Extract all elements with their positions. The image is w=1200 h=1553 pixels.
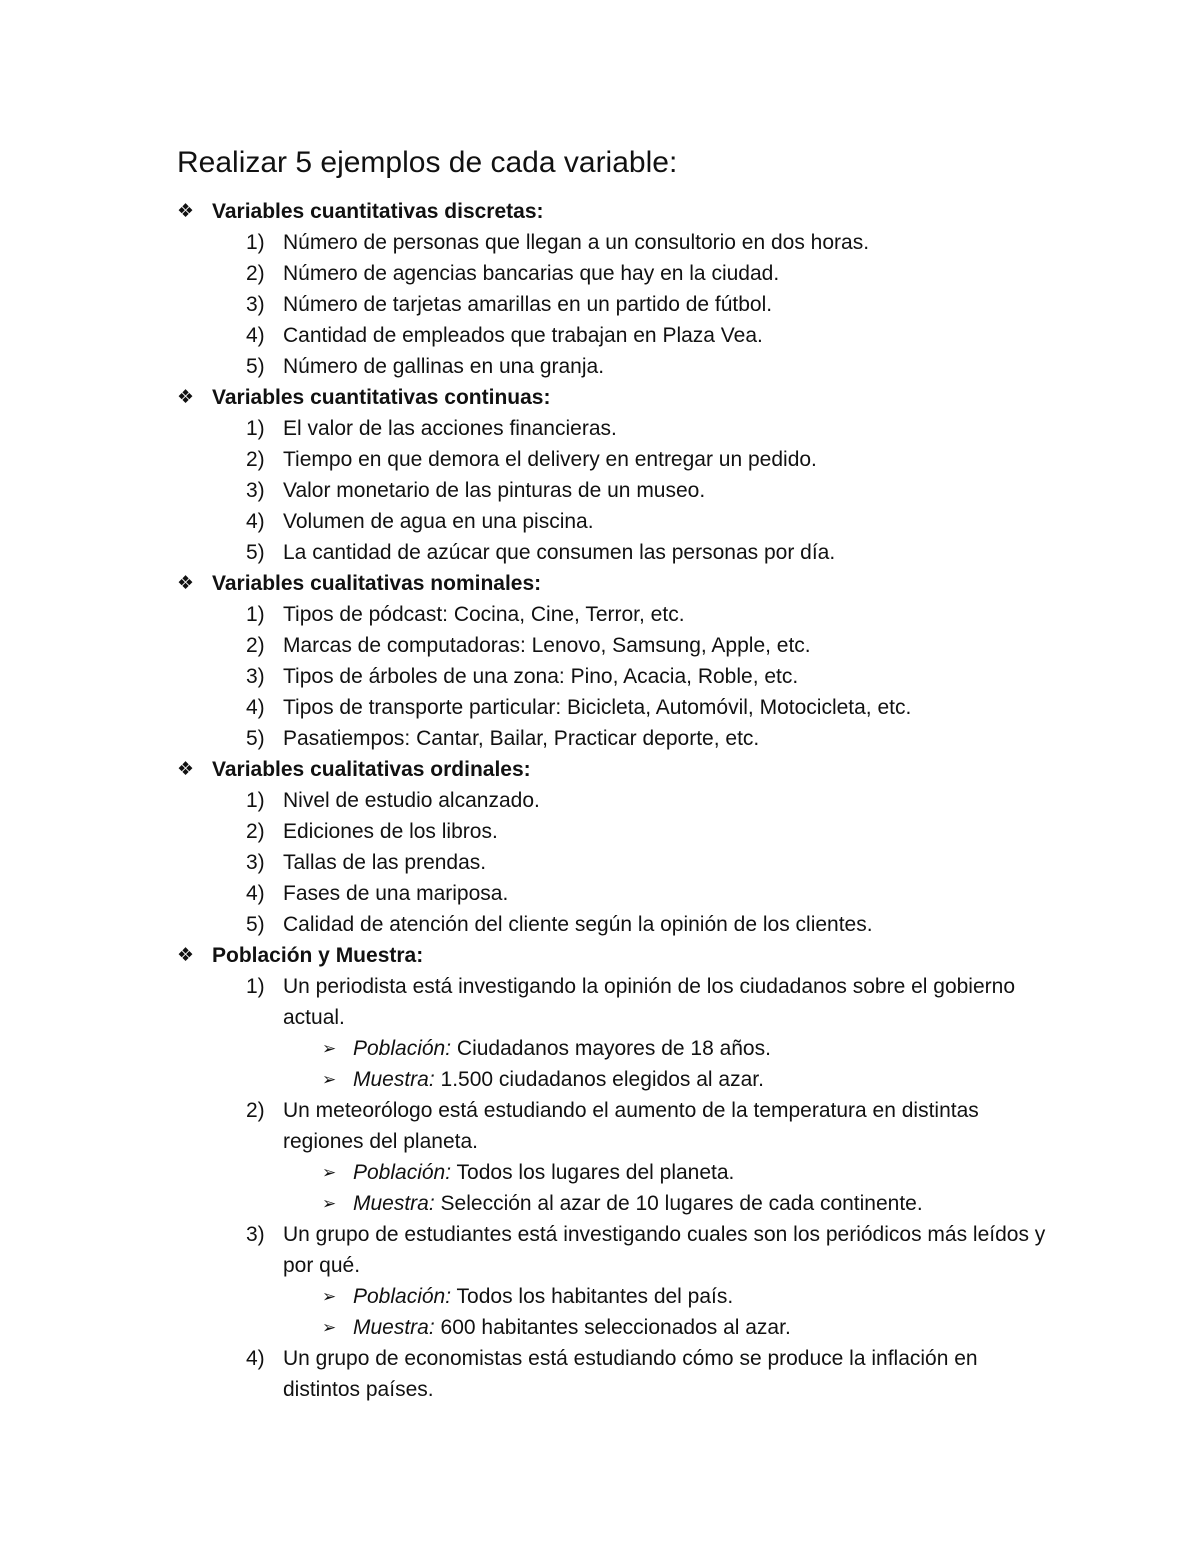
section-heading bbox=[0, 196, 1200, 227]
list-item-continuation bbox=[0, 1250, 1200, 1281]
list-item-text: Ediciones de los libros. bbox=[283, 820, 498, 843]
list-item bbox=[0, 599, 1200, 630]
section-heading-text: Variables cuantitativas discretas: bbox=[212, 200, 544, 223]
section-heading bbox=[0, 754, 1200, 785]
list-item-number: 4) bbox=[246, 696, 265, 719]
sub-item-text bbox=[353, 1281, 733, 1312]
arrow-bullet-icon: ➢ bbox=[322, 1194, 337, 1213]
list-item bbox=[0, 847, 1200, 878]
sub-item bbox=[0, 1312, 1200, 1343]
list-item-text: Número de personas que llegan a un consultorio en dos horas. bbox=[283, 231, 870, 254]
list-item bbox=[0, 878, 1200, 909]
list-item-text: actual. bbox=[283, 1006, 345, 1029]
list-item bbox=[0, 661, 1200, 692]
list-item-number: 1) bbox=[246, 603, 265, 626]
list-item-text: Tipos de pódcast: Cocina, Cine, Terror, etc. bbox=[283, 603, 685, 626]
list-item-text: La cantidad de azúcar que consumen las personas por día. bbox=[283, 541, 836, 564]
list-item bbox=[0, 1343, 1200, 1374]
list-item bbox=[0, 971, 1200, 1002]
list-item-text: regiones del planeta. bbox=[283, 1130, 478, 1153]
sub-item-label: Muestra: bbox=[353, 1192, 435, 1215]
list-item-number: 4) bbox=[246, 882, 265, 905]
list-item-number: 3) bbox=[246, 293, 265, 316]
section-heading-text: Variables cuantitativas continuas: bbox=[212, 386, 551, 409]
list-item bbox=[0, 227, 1200, 258]
list-item-text: Marcas de computadoras: Lenovo, Samsung, Apple, etc. bbox=[283, 634, 811, 657]
list-item-number: 4) bbox=[246, 324, 265, 347]
sub-item bbox=[0, 1188, 1200, 1219]
list-item-number: 3) bbox=[246, 851, 265, 874]
list-item-text: Un periodista está investigando la opinión de los ciudadanos sobre el gobierno bbox=[283, 975, 1015, 998]
list-item-text: distintos países. bbox=[283, 1378, 434, 1401]
list-item-number: 2) bbox=[246, 448, 265, 471]
sub-item-value: Todos los habitantes del país. bbox=[451, 1285, 734, 1308]
list-item-text: Número de gallinas en una granja. bbox=[283, 355, 605, 378]
list-item-number: 5) bbox=[246, 355, 265, 378]
list-item-text: Número de tarjetas amarillas en un partido de fútbol. bbox=[283, 293, 773, 316]
list-item-text: Tipos de árboles de una zona: Pino, Acacia, Roble, etc. bbox=[283, 665, 799, 688]
list-item-continuation bbox=[0, 1374, 1200, 1405]
list-item-number: 3) bbox=[246, 665, 265, 688]
list-item-number: 2) bbox=[246, 820, 265, 843]
sub-item-value: Todos los lugares del planeta. bbox=[451, 1161, 735, 1184]
list-item-text: Tallas de las prendas. bbox=[283, 851, 487, 874]
list-item bbox=[0, 258, 1200, 289]
list-item-number: 3) bbox=[246, 1223, 265, 1246]
section-heading-text: Variables cualitativas nominales: bbox=[212, 572, 542, 595]
list-item bbox=[0, 723, 1200, 754]
list-item bbox=[0, 1219, 1200, 1250]
list-item-number: 5) bbox=[246, 541, 265, 564]
sub-item-text bbox=[353, 1064, 764, 1095]
sub-item-label: Muestra: bbox=[353, 1316, 435, 1339]
list-item-text: Tipos de transporte particular: Bicicleta, Automóvil, Motocicleta, etc. bbox=[283, 696, 912, 719]
arrow-bullet-icon: ➢ bbox=[322, 1163, 337, 1182]
diamond-bullet-icon: ❖ bbox=[177, 945, 195, 966]
diamond-bullet-icon: ❖ bbox=[177, 201, 195, 222]
list-item bbox=[0, 413, 1200, 444]
section-heading bbox=[0, 940, 1200, 971]
sub-item-value: Ciudadanos mayores de 18 años. bbox=[451, 1037, 771, 1060]
list-item bbox=[0, 475, 1200, 506]
list-item-text: por qué. bbox=[283, 1254, 361, 1277]
sub-item-value: 600 habitantes seleccionados al azar. bbox=[434, 1316, 791, 1339]
list-item bbox=[0, 1095, 1200, 1126]
list-item-text: Un meteorólogo está estudiando el aumento de la temperatura en distintas bbox=[283, 1099, 979, 1122]
list-item-number: 1) bbox=[246, 417, 265, 440]
sub-item-text bbox=[353, 1312, 791, 1343]
diamond-bullet-icon: ❖ bbox=[177, 759, 195, 780]
list-item bbox=[0, 537, 1200, 568]
list-item-number: 3) bbox=[246, 479, 265, 502]
sub-item bbox=[0, 1033, 1200, 1064]
list-item-text: Cantidad de empleados que trabajan en Plaza Vea. bbox=[283, 324, 763, 347]
list-item-number: 4) bbox=[246, 1347, 265, 1370]
list-item-continuation bbox=[0, 1002, 1200, 1033]
list-item bbox=[0, 351, 1200, 382]
list-item-text: Tiempo en que demora el delivery en entregar un pedido. bbox=[283, 448, 817, 471]
sub-item bbox=[0, 1281, 1200, 1312]
diamond-bullet-icon: ❖ bbox=[177, 573, 195, 594]
list-item bbox=[0, 444, 1200, 475]
section-heading bbox=[0, 568, 1200, 599]
list-item bbox=[0, 785, 1200, 816]
list-item-text: Calidad de atención del cliente según la opinión de los clientes. bbox=[283, 913, 873, 936]
arrow-bullet-icon: ➢ bbox=[322, 1318, 337, 1337]
sub-item-label: Muestra: bbox=[353, 1068, 435, 1091]
arrow-bullet-icon: ➢ bbox=[322, 1039, 337, 1058]
list-item bbox=[0, 692, 1200, 723]
list-item bbox=[0, 506, 1200, 537]
diamond-bullet-icon: ❖ bbox=[177, 387, 195, 408]
section-heading bbox=[0, 382, 1200, 413]
sub-item-label: Población: bbox=[353, 1037, 452, 1060]
list-item-number: 5) bbox=[246, 913, 265, 936]
list-item-text: El valor de las acciones financieras. bbox=[283, 417, 617, 440]
arrow-bullet-icon: ➢ bbox=[322, 1287, 337, 1306]
list-item-text: Fases de una mariposa. bbox=[283, 882, 509, 905]
list-item-continuation bbox=[0, 1126, 1200, 1157]
list-item-number: 4) bbox=[246, 510, 265, 533]
list-item-number: 2) bbox=[246, 262, 265, 285]
list-item-text: Número de agencias bancarias que hay en la ciudad. bbox=[283, 262, 780, 285]
list-item-number: 1) bbox=[246, 231, 265, 254]
list-item-text: Valor monetario de las pinturas de un museo. bbox=[283, 479, 706, 502]
list-item-number: 1) bbox=[246, 789, 265, 812]
arrow-bullet-icon: ➢ bbox=[322, 1070, 337, 1089]
sub-item-text bbox=[353, 1033, 771, 1064]
list-item bbox=[0, 630, 1200, 661]
section-heading-text: Población y Muestra: bbox=[212, 944, 424, 967]
list-item bbox=[0, 816, 1200, 847]
sub-item bbox=[0, 1157, 1200, 1188]
sub-item-value: 1.500 ciudadanos elegidos al azar. bbox=[434, 1068, 764, 1091]
sub-item bbox=[0, 1064, 1200, 1095]
list-item-number: 1) bbox=[246, 975, 265, 998]
list-item bbox=[0, 289, 1200, 320]
sub-item-label: Población: bbox=[353, 1161, 452, 1184]
sub-item-text bbox=[353, 1157, 734, 1188]
list-item-text: Nivel de estudio alcanzado. bbox=[283, 789, 540, 812]
sub-item-value: Selección al azar de 10 lugares de cada continente. bbox=[434, 1192, 923, 1215]
list-item-text: Pasatiempos: Cantar, Bailar, Practicar deporte, etc. bbox=[283, 727, 760, 750]
list-item-text: Un grupo de economistas está estudiando cómo se produce la inflación en bbox=[283, 1347, 978, 1370]
document-body bbox=[0, 196, 1200, 1405]
list-item bbox=[0, 909, 1200, 940]
list-item-text: Un grupo de estudiantes está investigando cuales son los periódicos más leídos y bbox=[283, 1223, 1046, 1246]
list-item bbox=[0, 320, 1200, 351]
section-heading-text: Variables cualitativas ordinales: bbox=[212, 758, 531, 781]
list-item-number: 2) bbox=[246, 634, 265, 657]
list-item-number: 2) bbox=[246, 1099, 265, 1122]
sub-item-label: Población: bbox=[353, 1285, 452, 1308]
list-item-number: 5) bbox=[246, 727, 265, 750]
list-item-text: Volumen de agua en una piscina. bbox=[283, 510, 594, 533]
page-title: Realizar 5 ejemplos de cada variable: bbox=[177, 146, 678, 179]
sub-item-text bbox=[353, 1188, 923, 1219]
